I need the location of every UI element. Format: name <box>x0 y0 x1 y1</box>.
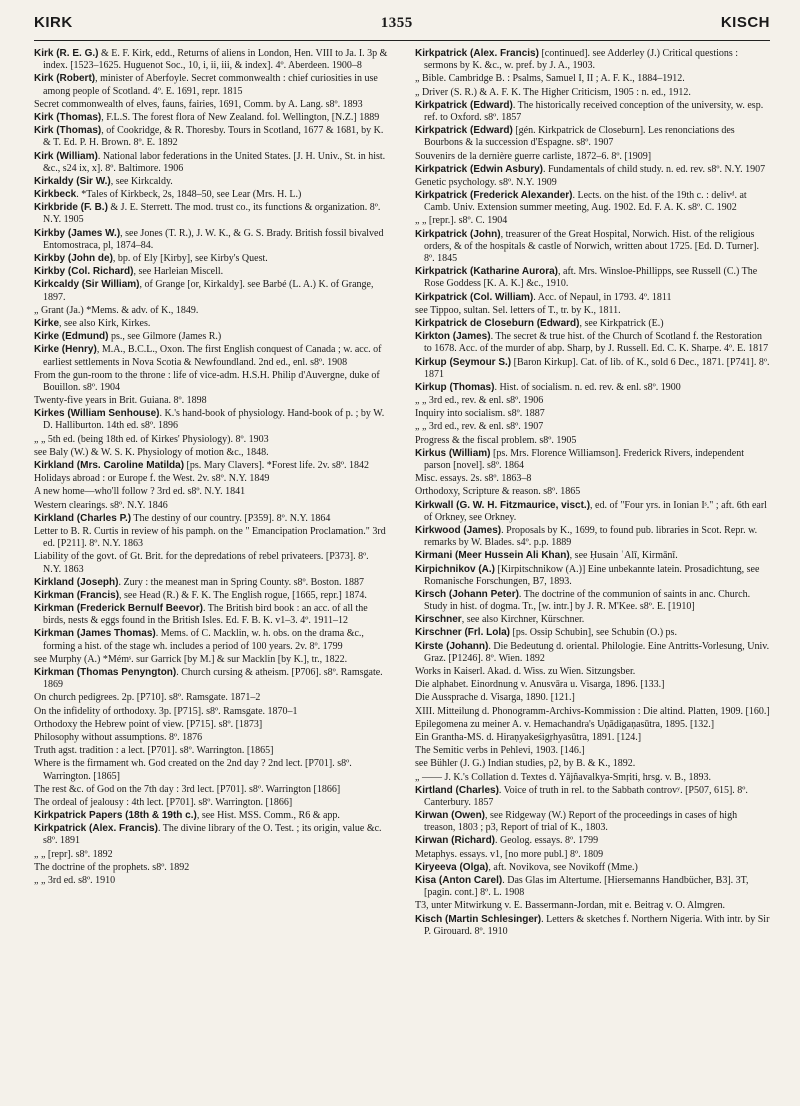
entry-heading: Kirschner (Frl. Lola) <box>415 627 511 639</box>
left-column <box>34 48 389 939</box>
catalogue-entry: A new home—who'll follow ? 3rd ed. s8º. N.Y. 1841 <box>34 486 246 498</box>
catalogue-entry: Kirk (William). National labor federations in the United States. [J. H. Univ., St. in hist. &c., s24 ix, x]. 8º. Baltimore. 1906 <box>34 150 386 174</box>
catalogue-entry: On the infidelity of orthodoxy. 3p. [P715]. s8º. Ramsgate. 1870–1 <box>34 705 298 717</box>
catalogue-entry: Kirkpatrick (Katharine Aurora), aft. Mrs. Winsloe-Phillipps, see Russell (C.) The Rose Goddess [K. A. K.] &c., 1910. <box>415 266 758 290</box>
catalogue-entry: From the gun-room to the throne : life of vice-adm. H.S.H. Philip d'Auvergne, duke of Bouillon. s8º. 1904 <box>34 369 380 393</box>
entry-heading: Kirk (William) <box>34 150 98 162</box>
entry-heading: Kirwan (Richard) <box>415 835 496 847</box>
catalogue-entry: Kirke (Edmund) ps., see Gilmore (James R.) <box>34 331 222 343</box>
catalogue-entry: Metaphys. essays. v1, [no more publ.] 8º. 1809 <box>415 848 604 860</box>
entry-heading: Kirkland (Mrs. Caroline Matilda) <box>34 460 185 471</box>
catalogue-entry: „ „ 3rd ed., rev. & enl. s8º. 1906 <box>415 395 544 407</box>
catalogue-entry: Kirkpatrick de Closeburn (Edward), see Kirkpatrick (E.) <box>415 317 664 329</box>
catalogue-entry: see Tippoo, sultan. Sel. letters of T., tr. by K., 1811. <box>415 304 621 316</box>
entry-heading: Kirkup (Seymour S.) <box>415 356 512 368</box>
entry-heading: Kirkus (William) <box>415 447 491 459</box>
entry-heading: Kirkpatrick (Col. William) <box>415 291 534 303</box>
entry-heading: Kirkland (Charles P.) <box>34 512 132 524</box>
entry-heading: Kirwan (Owen) <box>415 810 486 822</box>
catalogue-entry: The ordeal of jealousy : 4th lect. [P701]. s8º. Warrington. [1866] <box>34 796 293 808</box>
catalogue-entry: Kirk (Robert), minister of Aberfoyle. Secret commonwealth : chief curiosities in use among people of Scotland. 4º. E. 1691, repr. 1815 <box>34 73 378 97</box>
catalogue-entry: Holidays abroad : or Europe f. the West. 2v. s8º. N.Y. 1849 <box>34 473 270 485</box>
entry-heading: Kirkby (John de) <box>34 253 113 264</box>
catalogue-entry: Kisch (Martin Schlesinger). Letters & sketches f. Northern Nigeria. With intr. by Sir P. Girouard. 8º. 1910 <box>415 913 770 937</box>
catalogue-entry: Kirkman (Frederick Bernulf Beevor). The British bird book : an acc. of all the birds, nests & eggs found in the British Isles. Ed. F. B. K. v1–3. 4º. 1911–12 <box>34 603 368 627</box>
catalogue-entry: Kirk (Thomas), of Cookridge, & R. Thoresby. Tours in Scotland, 1677 & 1681, by K. & T. Ed. P. H. Brown. 8º. E. 1892 <box>34 125 384 149</box>
catalogue-entry: Inquiry into socialism. s8º. 1887 <box>415 408 545 420</box>
header-right-word: KISCH <box>720 14 770 31</box>
page-number: 1355 <box>380 15 413 31</box>
catalogue-entry: Kirkup (Thomas). Hist. of socialism. n. ed. rev. & enl. s8º. 1900 <box>415 381 681 393</box>
catalogue-entry: Souvenirs de la dernière guerre carliste, 1872–6. 8º. [1909] <box>415 150 652 162</box>
catalogue-entry: Kirkpatrick (Edwin Asbury). Fundamentals of child study. n. ed. rev. s8º. N.Y. 1907 <box>415 163 766 175</box>
catalogue-entry: Kirkpatrick (Alex. Francis) [continued]. see Adderley (J.) Critical questions : sermons by K. &c., w. pref. by J. A., 1903. <box>415 48 739 72</box>
catalogue-entry: Kirk (R. E. G.) & E. F. Kirk, edd., Returns of aliens in London, Hen. VIII to Ja. I. 3p & index. [1523–1625. Huguenot Soc., 10, i, ii, iii, & index]. 4º. Aberdeen. 1900–8 <box>34 48 388 72</box>
entry-heading: Kirkby (James W.) <box>34 227 121 239</box>
catalogue-entry: Kirkton (James). The secret & true hist. of the Church of Scotland f. the Restoration to 1678. Acc. of the murder of abp. Sharp, by J. Russell. Ed. C. K. Sharpe. 4º. E. 1817 <box>415 331 769 355</box>
catalogue-entry: Kirkpatrick (John), treasurer of the Great Hospital, Norwich. Hist. of the religious orders, & of the hospitals & castle of Norwich, written about 1725. [Ed. D. Turner]. 8º. 1845 <box>415 228 759 264</box>
entry-heading: Kirkcaldy (Sir William) <box>34 279 140 291</box>
catalogue-entry: The rest &c. of God on the 7th day : 3rd lect. [P701]. s8º. Warrington [1866] <box>34 783 341 795</box>
entry-heading: Kirkman (James Thomas) <box>34 628 156 640</box>
entry-heading: Kirtland (Charles) <box>415 784 499 796</box>
catalogue-entry: Liability of the govt. of Gt. Brit. for the depredations of rebel privateers. [P373]. 8º. N.Y. 1863 <box>34 551 369 575</box>
page-header <box>34 14 770 36</box>
entry-heading: Kirke (Henry) <box>34 344 97 356</box>
catalogue-entry: Kirtland (Charles). Voice of truth in rel. to the Sabbath controvʸ. [P507, 615]. 8º. Canterbury. 1857 <box>415 784 748 808</box>
catalogue-entry: Kirkbride (F. B.) & J. E. Sterrett. The mod. trust co., its functions & organization. 8º. N.Y. 1905 <box>34 202 381 226</box>
catalogue-entry: Truth agst. tradition : a lect. [P701]. s8º. Warrington. [1865] <box>34 745 274 757</box>
catalogue-entry: Die Aussprache d. Visarga, 1890. [121.] <box>415 692 575 704</box>
catalogue-entry: Kirke, see also Kirk, Kirkes. <box>34 317 151 329</box>
catalogue-entry: Kirkland (Joseph). Zury : the meanest man in Spring County. s8º. Boston. 1887 <box>34 576 364 588</box>
catalogue-entry: Kirkaldy (Sir W.), see Kirkcaldy. <box>34 175 173 187</box>
catalogue-entry: Orthodoxy, Scripture & reason. s8º. 1865 <box>415 486 581 498</box>
catalogue-entry: Kirkman (Francis), see Head (R.) & F. K. The English rogue, [1665, repr.] 1874. <box>34 589 367 601</box>
catalogue-entry: Twenty-five years in Brit. Guiana. 8º. 1898 <box>34 395 207 407</box>
catalogue-entry: Orthodoxy the Hebrew point of view. [P715]. s8º. [1873] <box>34 718 263 730</box>
catalogue-entry: Die alphabet. Einordnung v. Anusvāra u. Visarga, 1896. [133.] <box>415 679 665 691</box>
catalogue-entry: Kirkby (James W.), see Jones (T. R.), J. W. K., & G. S. Brady. British fossil bivalved Entomostraca, pl, 1874–84. <box>34 227 384 251</box>
catalogue-entry: Kirkby (John de), bp. of Ely [Kirby], see Kirby's Quest. <box>34 253 268 264</box>
catalogue-entry: Kisa (Anton Carel). Das Glas im Altertume. [Hiersemanns Handbücher, B3]. 3T, [pagin. cont.] 8º. L. 1908 <box>415 875 749 899</box>
entry-heading: Kirkpatrick (Alex. Francis) <box>34 823 158 835</box>
catalogue-entry: Kirk (Thomas), F.L.S. The forest flora of New Zealand. fol. Wellington, [N.Z.] 1889 <box>34 111 380 123</box>
entry-heading: Kirkby (Col. Richard) <box>34 266 134 278</box>
catalogue-entry: „ Grant (Ja.) *Mems. & adv. of K., 1849. <box>34 304 199 316</box>
entry-heading: Kirkman (Thomas Penyngton) <box>34 667 177 678</box>
entry-heading: Kirkwall (G. W. H. Fitzmaurice, visct.) <box>415 499 591 511</box>
catalogue-entry: Kirkby (Col. Richard), see Harleian Miscell. <box>34 266 224 278</box>
catalogue-entry: „ „ 3rd ed., rev. & enl. s8º. 1907 <box>415 421 544 433</box>
catalogue-entry: Kirste (Johann). Die Bedeutung d. oriental. Philologie. Eine Antritts-Vorlesung, Univ. Graz. [P1246]. 8º. Wien. 1892 <box>415 640 770 664</box>
entry-heading: Kirke <box>34 317 60 329</box>
catalogue-entry: On church pedigrees. 2p. [P710]. s8º. Ramsgate. 1871–2 <box>34 692 261 704</box>
header-left-word: KIRK <box>34 14 73 31</box>
entry-heading: Kirmani (Meer Hussein Ali Khan) <box>415 550 570 562</box>
catalogue-entry: Epilegomena zu meiner A. v. Hemachandra's Uṇādigaṇasūtra, 1895. [132.] <box>415 718 715 730</box>
entry-heading: Kirke (Edmund) <box>34 331 109 343</box>
entry-heading: Kirk (Robert) <box>34 73 96 85</box>
catalogue-entry: Kirschner (Frl. Lola) [ps. Ossip Schubin], see Schubin (O.) ps. <box>415 627 677 639</box>
catalogue-entry: „ —— J. K.'s Collation d. Textes d. Yājñavalkya-Smṛiti, hrsg. v. B., 1893. <box>415 771 711 783</box>
header-rule <box>34 40 770 41</box>
catalogue-entry: see Murphy (A.) *Mémˢ. sur Garrick [by M.] & sur Macklin [by K.], tr., 1822. <box>34 653 348 665</box>
entry-heading: Kirkpatrick (Edward) <box>415 125 513 137</box>
catalogue-entry: Kirmani (Meer Hussein Ali Khan), see Ḥusain ʿAlī, Kirmānī. <box>415 550 678 562</box>
catalogue-entry: Genetic psychology. s8º. N.Y. 1909 <box>415 176 557 188</box>
catalogue-entry: XIII. Mitteilung d. Phonogramm-Archivs-Kommission : Die altind. Platten, 1909. [160.] <box>415 705 770 717</box>
catalogue-entry: Kirwan (Owen), see Ridgeway (W.) Report of the proceedings in cases of high treason, 1803 ; p3, Report of trial of K., 1803. <box>415 810 738 834</box>
entry-heading: Kirkpatrick (Alex. Francis) <box>415 48 539 59</box>
entry-heading: Kirkpatrick (Frederick Alexander) <box>415 190 573 202</box>
catalogue-entry: „ Driver (S. R.) & A. F. K. The Higher Criticism, 1905 : n. ed., 1912. <box>415 86 691 98</box>
catalogue-entry: Kirkpatrick (Alex. Francis). The divine library of the O. Test. ; its origin, value &c. s8º. 1891 <box>34 823 382 847</box>
catalogue-entry: The doctrine of the prophets. s8º. 1892 <box>34 861 190 873</box>
catalogue-entry: „ „ [repr]. s8º. 1892 <box>34 848 113 860</box>
catalogue-entry: Kirkup (Seymour S.) [Baron Kirkup]. Cat. of lib. of K., sold 6 Dec., 1871. [P741]. 8º. 1871 <box>415 356 770 380</box>
catalogue-entry: Kirkwall (G. W. H. Fitzmaurice, visct.), ed. of "Four yrs. in Ionian Iˢ." ; aft. 6th earl of Orkney, see Orkney. <box>415 499 767 523</box>
entry-heading: Kirk (Thomas) <box>34 111 102 123</box>
catalogue-entry: Kirkpatrick (Col. William). Acc. of Nepaul, in 1793. 4º. 1811 <box>415 291 672 303</box>
catalogue-entry: Kirwan (Richard). Geolog. essays. 8º. 1799 <box>415 835 599 847</box>
catalogue-entry: see Baly (W.) & W. S. K. Physiology of motion &c., 1848. <box>34 446 269 458</box>
entry-heading: Kirk (Thomas) <box>34 125 102 137</box>
entry-heading: Kirkpatrick (John) <box>415 228 501 240</box>
catalogue-entry: The Semitic verbs in Pehlevi, 1903. [146.] <box>415 745 585 757</box>
entry-heading: Kirkton (James) <box>415 331 491 343</box>
catalogue-entry: Kirkbeck. *Tales of Kirkbeck, 2s, 1848–50, see Lear (Mrs. H. L.) <box>34 189 302 201</box>
catalogue-entry: Kirkman (Thomas Penyngton). Church cursing & atheism. [P706]. s8º. Ramsgate. 1869 <box>34 667 383 691</box>
catalogue-entry: Kirkpatrick (Edward) [gén. Kirkpatrick de Closeburn]. Les renonciations des Bourbons & la succession d'Espagne. s8º. 1907 <box>415 125 735 149</box>
catalogue-entry: Kirkland (Charles P.) The destiny of our country. [P359]. 8º. N.Y. 1864 <box>34 512 331 524</box>
entry-heading: Kisch (Martin Schlesinger) <box>415 913 542 925</box>
entry-heading: Kirkwood (James) <box>415 524 502 536</box>
entry-heading: Kirpichnikov (A.) <box>415 563 496 575</box>
catalogue-entry: „ „ 3rd ed. s8º. 1910 <box>34 875 116 886</box>
catalogue-entry: Kirkus (William) [ps. Mrs. Florence Williamson]. Frederick Rivers, independent parson [novel]. s8º. 1864 <box>415 447 745 471</box>
catalogue-entry: Misc. essays. 2s. s8º. 1863–8 <box>415 473 532 485</box>
catalogue-entry: T3, unter Mitwirkung v. E. Bassermann-Jordan, mit e. Beitrag v. O. Almgren. <box>415 900 726 912</box>
catalogue-entry: Western clearings. s8º. N.Y. 1846 <box>34 499 168 511</box>
entry-heading: Kirschner <box>415 614 462 626</box>
catalogue-entry: Kirkpatrick (Edward). The historically received conception of the university, w. esp. ref. to Oxford. s8º. 1857 <box>415 99 764 123</box>
catalogue-entry: see Bühler (J. G.) Indian studies, p2, by B. & K., 1892. <box>415 758 636 770</box>
entry-heading: Kisa (Anton Carel) <box>415 875 503 886</box>
catalogue-entry: Kirke (Henry), M.A., B.C.L., Oxon. The first English conquest of Canada ; w. acc. of earliest settlements in Nova Scotia & Newfoundland. 2nd ed., enl. s8º. 1908 <box>34 344 382 368</box>
entry-heading: Kiryeeva (Olga) <box>415 861 489 873</box>
entry-heading: Kirkpatrick (Edwin Asbury) <box>415 163 543 175</box>
catalogue-entry: Philosophy without assumptions. 8º. 1876 <box>34 731 203 743</box>
entry-heading: Kirk (R. E. G.) <box>34 48 99 59</box>
catalogue-entry: Kiryeeva (Olga), aft. Novikova, see Novikoff (Mme.) <box>415 861 638 873</box>
entry-heading: Kirkbride (F. B.) <box>34 202 108 214</box>
catalogue-entry: Progress & the fiscal problem. s8º. 1905 <box>415 434 577 446</box>
entry-heading: Kirkman (Francis) <box>34 589 120 601</box>
catalogue-entry: Ein Grantha-MS. d. Hiraṇyakeśigṛhyasūtra, 1891. [124.] <box>415 731 642 743</box>
catalogue-entry: „ „ 5th ed. (being 18th ed. of Kirkes' Physiology). 8º. 1903 <box>34 433 269 445</box>
catalogue-entry: Kirpichnikov (A.) [Kirpitschnikow (A.)] Eine unbekannte latein. Prosadichtung, see Romanische Forschungen, B7, 1893. <box>415 563 760 587</box>
entry-heading: Kirkbeck <box>34 189 77 201</box>
catalogue-entry: Kirschner, see also Kirchner, Kürschner. <box>415 614 585 626</box>
catalogue-entry: Where is the firmament wh. God created on the 2nd day ? 2nd lect. [P701]. s8º. Warrington. [1865] <box>34 758 352 782</box>
entry-heading: Kirkman (Frederick Bernulf Beevor) <box>34 603 203 615</box>
entry-heading: Kirkaldy (Sir W.) <box>34 175 111 187</box>
catalogue-entry: „ Bible. Cambridge B. : Psalms, Samuel I, II ; A. F. K., 1884–1912. <box>415 73 685 85</box>
entry-heading: Kirsch (Johann Peter) <box>415 588 519 600</box>
catalogue-entry: Kirkwood (James). Proposals by K., 1699, to found pub. libraries in Scot. Repr. w. remarks by W. Blades. s4º. p.p. 1889 <box>415 524 758 549</box>
catalogue-entry: Secret commonwealth of elves, fauns, fairies, 1691, Comm. by A. Lang. s8º. 1893 <box>34 98 363 110</box>
entry-heading: Kirkpatrick (Edward) <box>415 99 513 111</box>
catalogue-entry: Kirkes (William Senhouse). K.'s hand-book of physiology. Hand-book of p. ; by W. D. Halliburton. 14th ed. s8º. 1896 <box>34 408 385 432</box>
catalogue-entry: Kirkpatrick (Frederick Alexander). Lects. on the hist. of the 19th c. : delivᵈ. at Camb. Univ. Extension summer meeting, Aug. 1902. Ed. F. A. K. s8º. C. 1902 <box>415 190 747 214</box>
catalogue-entry: Kirkland (Mrs. Caroline Matilda) [ps. Mary Clavers]. *Forest life. 2v. s8º. 1842 <box>34 460 369 471</box>
catalogue-entry: Kirsch (Johann Peter). The doctrine of the communion of saints in anc. Church. Study in hist. of dogma. Tr., [w. intr.] by J. R. M'Kee. s8º. E. [1910] <box>415 588 751 613</box>
catalogue-entry: Works in Kaiserl. Akad. d. Wiss. zu Wien. Sitzungsber. <box>415 666 636 677</box>
catalogue-entry: Letter to B. R. Curtis in review of his pamph. on the " Emancipation Proclamation." 3rd ed. [P211]. 8º. N.Y. 1863 <box>34 525 386 550</box>
entry-heading: Kirkes (William Senhouse) <box>34 408 160 420</box>
entry-heading: Kirste (Johann) <box>415 640 489 652</box>
catalogue-entry: Kirkpatrick Papers (18th & 19th c.), see Hist. MSS. Comm., R6 & app. <box>34 810 340 822</box>
catalogue-entry: Kirkcaldy (Sir William), of Grange [or, Kirkaldy]. see Barbé (L. A.) K. of Grange, 1897. <box>34 279 374 303</box>
catalogue-entry: „ „ [repr.]. s8º. C. 1904 <box>415 215 508 227</box>
catalogue-entry: Kirkman (James Thomas). Mems. of C. Macklin, w. h. obs. on the drama &c., forming a hist. of the stage wh. includes a period of 100 years. 2v. 8º. 1799 <box>34 628 364 652</box>
entry-heading: Kirkup (Thomas) <box>415 381 495 393</box>
entry-heading: Kirkpatrick de Closeburn (Edward) <box>415 317 580 329</box>
columns <box>34 48 770 939</box>
entry-heading: Kirkland (Joseph) <box>34 576 119 588</box>
entry-heading: Kirkpatrick (Katharine Aurora) <box>415 266 558 278</box>
right-column <box>415 48 770 939</box>
entry-heading: Kirkpatrick Papers (18th & 19th c.) <box>34 810 197 822</box>
